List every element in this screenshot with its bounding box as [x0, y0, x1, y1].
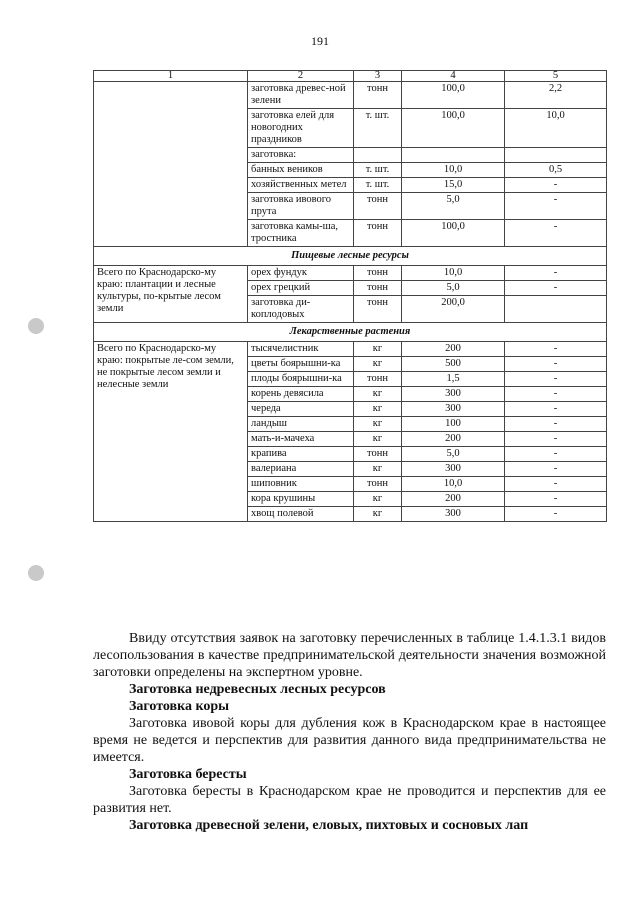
column-number-row [94, 71, 607, 82]
value-cell-col4: 5,0 [402, 193, 505, 220]
value-cell-col4: 200,0 [402, 296, 505, 323]
value-cell-col5: - [505, 281, 607, 296]
value-cell-col4: 300 [402, 402, 505, 417]
value-cell-col4: 100,0 [402, 220, 505, 247]
section-row [94, 323, 607, 342]
table-row [94, 82, 607, 109]
unit-cell: т. шт. [354, 109, 402, 148]
value-cell-col4: 15,0 [402, 178, 505, 193]
region-cell: Всего по Краснодарско-му краю: покрытые ле-сом земли, не покрытые лесом земли и нелесные земли [94, 342, 248, 522]
value-cell-col5: - [505, 462, 607, 477]
unit-cell: кг [354, 417, 402, 432]
resource-name-cell: цветы боярышни-ка [248, 357, 354, 372]
paragraph: Заготовка ивовой коры для дубления кож в Краснодарском крае в настоящее время не ведется и перспектив для развития данного вида предпринимательства не имеется. [93, 716, 606, 765]
unit-cell: тонн [354, 266, 402, 281]
resource-name-cell: заготовка елей для новогодних праздников [248, 109, 354, 148]
unit-cell: тонн [354, 193, 402, 220]
unit-cell: тонн [354, 372, 402, 387]
unit-cell: кг [354, 402, 402, 417]
resource-name-cell: валериана [248, 462, 354, 477]
resource-name-cell: орех грецкий [248, 281, 354, 296]
resource-name-cell: заготовка древес-ной зелени [248, 82, 354, 109]
group-medicinal [94, 342, 607, 522]
value-cell-col4: 300 [402, 462, 505, 477]
unit-cell: кг [354, 492, 402, 507]
value-cell-col4: 100,0 [402, 82, 505, 109]
column-number: 1 [94, 71, 248, 82]
value-cell-col5: - [505, 372, 607, 387]
value-cell-col4: 200 [402, 492, 505, 507]
value-cell-col5: - [505, 220, 607, 247]
resource-name-cell: орех фундук [248, 266, 354, 281]
unit-cell: тонн [354, 296, 402, 323]
region-cell: Всего по Краснодарско-му краю: плантации и лесные культуры, по-крытые лесом земли [94, 266, 248, 323]
value-cell-col4: 10,0 [402, 266, 505, 281]
value-cell-col5: - [505, 387, 607, 402]
unit-cell [354, 148, 402, 163]
table-row [94, 342, 607, 357]
paragraph: Ввиду отсутствия заявок на заготовку перечисленных в таблице 1.4.1.3.1 видов лесопользования в качестве предпринимательской деятельности значения возможной заготовки определены на экспертном уровне. [93, 631, 606, 680]
unit-cell: кг [354, 507, 402, 522]
body-text [93, 630, 606, 834]
value-cell-col5 [505, 148, 607, 163]
value-cell-col5: - [505, 178, 607, 193]
resource-name-cell: череда [248, 402, 354, 417]
section-heading: Заготовка древесной зелени, еловых, пихтовых и сосновых лап [129, 818, 529, 833]
resource-name-cell: корень девясила [248, 387, 354, 402]
resource-name-cell: хозяйственных метел [248, 178, 354, 193]
resource-name-cell: крапива [248, 447, 354, 462]
value-cell-col4: 10,0 [402, 163, 505, 178]
value-cell-col5: 0,5 [505, 163, 607, 178]
value-cell-col4: 1,5 [402, 372, 505, 387]
unit-cell: тонн [354, 82, 402, 109]
resource-name-cell: заготовка ивового прута [248, 193, 354, 220]
resource-name-cell: банных веников [248, 163, 354, 178]
resource-name-cell: заготовка: [248, 148, 354, 163]
value-cell-col4: 300 [402, 387, 505, 402]
value-cell-col5: - [505, 492, 607, 507]
unit-cell: кг [354, 387, 402, 402]
value-cell-col4: 500 [402, 357, 505, 372]
value-cell-col4: 100,0 [402, 109, 505, 148]
value-cell-col5: - [505, 342, 607, 357]
unit-cell: тонн [354, 477, 402, 492]
group-non-timber [94, 82, 607, 247]
resource-name-cell: хвощ полевой [248, 507, 354, 522]
resource-name-cell: заготовка камы-ша, тростника [248, 220, 354, 247]
resource-name-cell: заготовка ди-коплодовых [248, 296, 354, 323]
punch-hole [28, 318, 44, 334]
column-number: 2 [248, 71, 354, 82]
unit-cell: тонн [354, 220, 402, 247]
value-cell-col5: - [505, 507, 607, 522]
section-heading: Заготовка бересты [129, 767, 247, 782]
unit-cell: тонн [354, 447, 402, 462]
value-cell-col5: 10,0 [505, 109, 607, 148]
value-cell-col4: 5,0 [402, 281, 505, 296]
resource-name-cell: плоды боярышни-ка [248, 372, 354, 387]
unit-cell: т. шт. [354, 178, 402, 193]
column-number: 5 [505, 71, 607, 82]
page-number: 191 [311, 34, 329, 48]
unit-cell: т. шт. [354, 163, 402, 178]
resource-name-cell: мать-и-мачеха [248, 432, 354, 447]
paragraph: Заготовка бересты в Краснодарском крае не проводится и перспектив для ее развития нет. [93, 784, 606, 816]
resource-name-cell: шиповник [248, 477, 354, 492]
value-cell-col4: 5,0 [402, 447, 505, 462]
table-row [94, 266, 607, 281]
unit-cell: кг [354, 432, 402, 447]
value-cell-col4: 200 [402, 342, 505, 357]
column-number: 4 [402, 71, 505, 82]
section-row [94, 247, 607, 266]
resource-name-cell: тысячелистник [248, 342, 354, 357]
value-cell-col5: - [505, 357, 607, 372]
value-cell-col4 [402, 148, 505, 163]
value-cell-col4: 200 [402, 432, 505, 447]
value-cell-col4: 10,0 [402, 477, 505, 492]
value-cell-col5: - [505, 402, 607, 417]
value-cell-col4: 300 [402, 507, 505, 522]
section-heading: Заготовка коры [129, 699, 230, 714]
value-cell-col4: 100 [402, 417, 505, 432]
group-food [94, 266, 607, 323]
value-cell-col5: - [505, 193, 607, 220]
value-cell-col5: - [505, 432, 607, 447]
section-title-food: Пищевые лесные ресурсы [94, 247, 607, 266]
resource-name-cell: кора крушины [248, 492, 354, 507]
section-title-medicinal: Лекарственные растения [94, 323, 607, 342]
column-number: 3 [354, 71, 402, 82]
value-cell-col5: - [505, 417, 607, 432]
region-cell [94, 82, 248, 247]
value-cell-col5 [505, 296, 607, 323]
value-cell-col5: - [505, 447, 607, 462]
resource-name-cell: ландыш [248, 417, 354, 432]
section-heading: Заготовка недревесных лесных ресурсов [129, 682, 386, 697]
value-cell-col5: - [505, 266, 607, 281]
unit-cell: кг [354, 357, 402, 372]
unit-cell: тонн [354, 281, 402, 296]
unit-cell: кг [354, 462, 402, 477]
resources-table [93, 70, 607, 522]
punch-hole [28, 565, 44, 581]
unit-cell: кг [354, 342, 402, 357]
value-cell-col5: - [505, 477, 607, 492]
value-cell-col5: 2,2 [505, 82, 607, 109]
